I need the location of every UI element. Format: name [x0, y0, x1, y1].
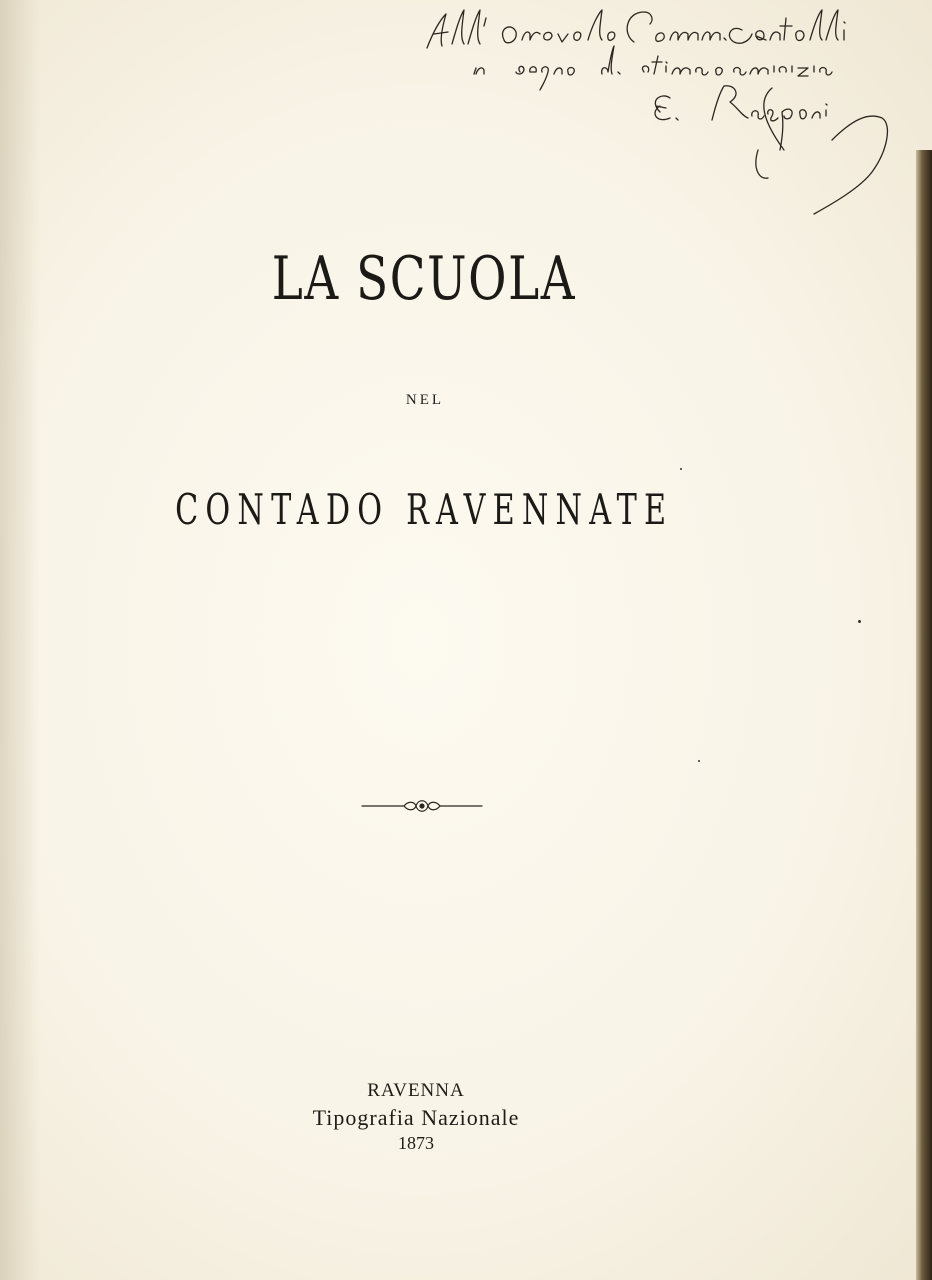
- paper-speck: [858, 620, 861, 623]
- handwritten-dedication: [412, 0, 932, 220]
- imprint-city: RAVENNA: [367, 1080, 465, 1101]
- book-subtitle: CONTADO RAVENNATE: [175, 485, 674, 534]
- paper-speck: [680, 468, 682, 470]
- book-binding-edge: [916, 150, 932, 1280]
- imprint-publisher: Tipografia Nazionale: [312, 1105, 520, 1130]
- imprint-year: 1873: [398, 1133, 434, 1153]
- paper-speck: [698, 760, 700, 762]
- title-connector: NEL: [405, 392, 445, 408]
- book-title: LA SCUOLA: [271, 244, 577, 314]
- ornamental-rule-icon: [360, 795, 484, 817]
